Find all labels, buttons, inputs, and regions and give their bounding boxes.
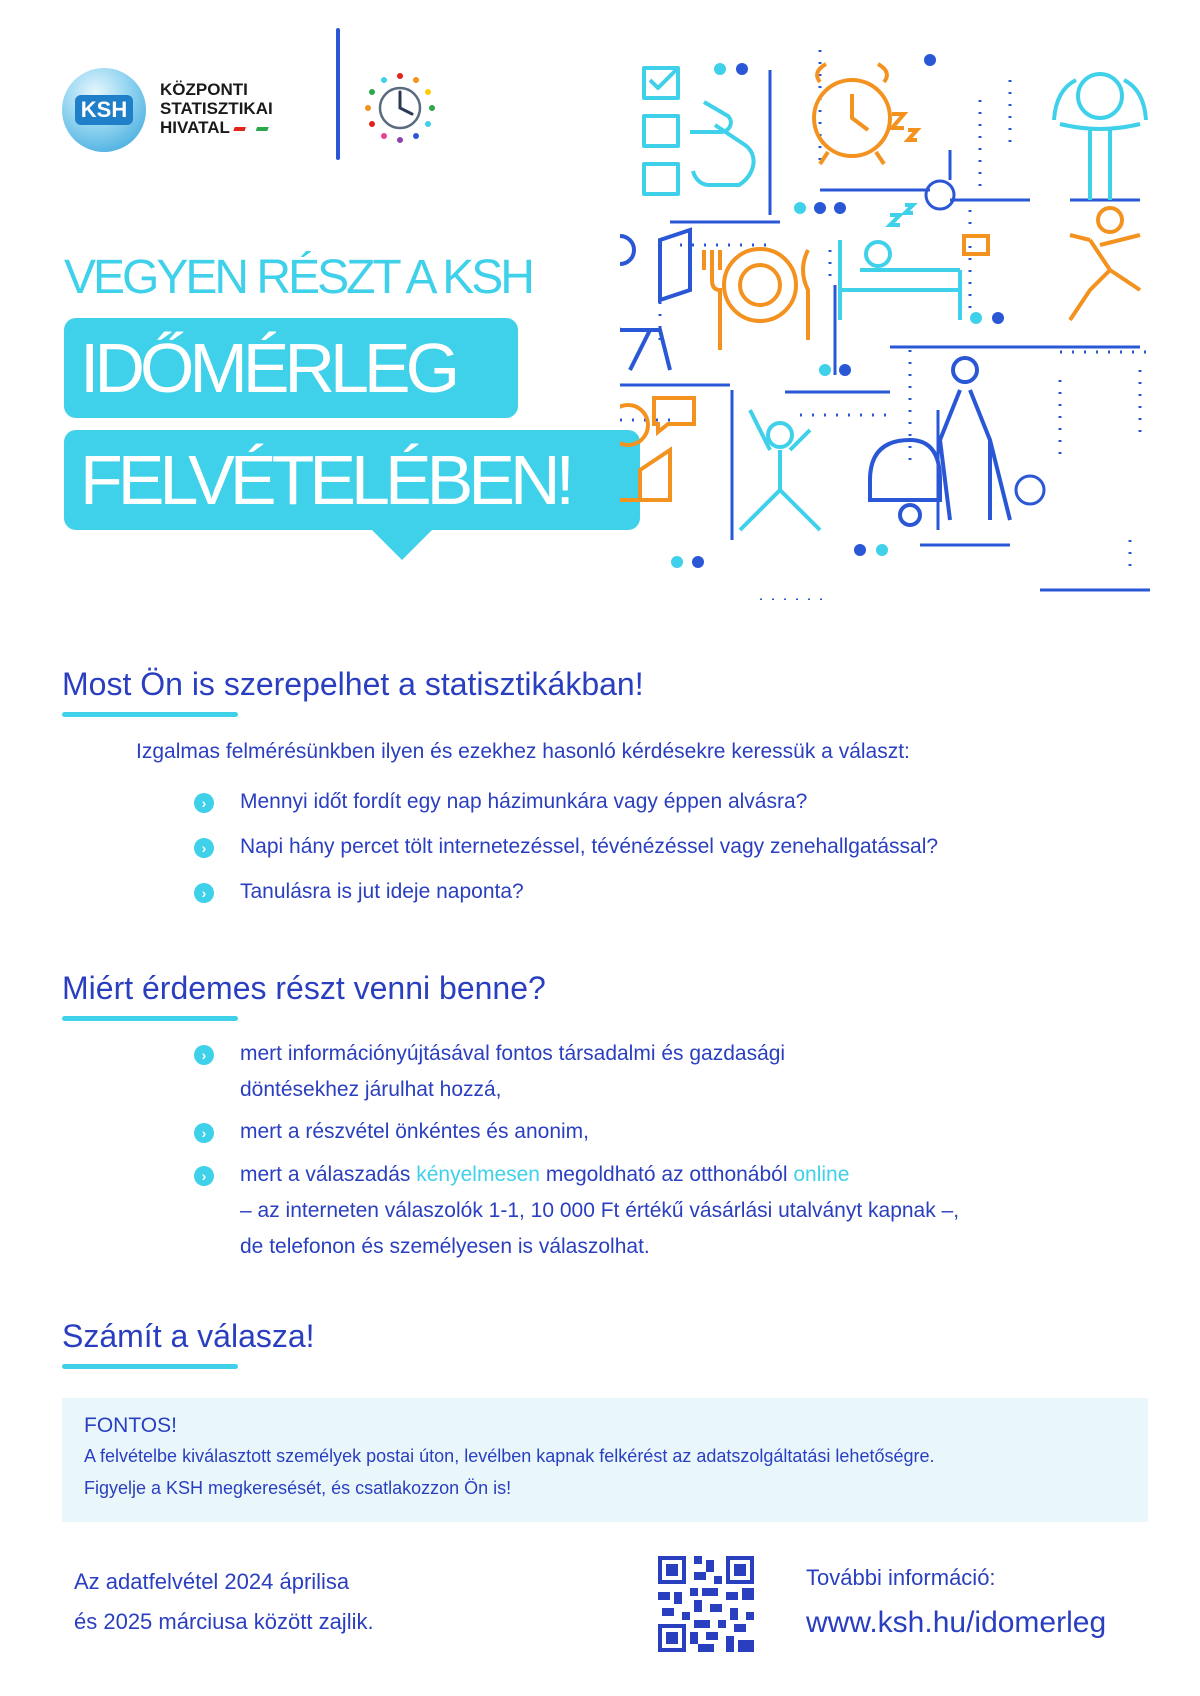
survey-period-line-2: és 2025 márciusa között zajlik. [74, 1609, 374, 1634]
more-info-url[interactable]: www.ksh.hu/idomerleg [806, 1606, 1107, 1639]
chevron-right-icon: › [194, 1166, 214, 1186]
person-laptop-chat-icon [620, 398, 694, 500]
checklist-hand-icon [644, 68, 754, 194]
section-2-item-3-line-1 [240, 1157, 849, 1193]
sleeping-person-icon [840, 205, 960, 320]
header-divider [336, 28, 340, 160]
section-1-item: Napi hány percet tölt internetezéssel, tévénézéssel vagy zenehallgatással? [240, 835, 939, 858]
item3-highlight-online: online [793, 1163, 850, 1186]
exercising-person-icon [740, 410, 820, 530]
section-2-item-1-line-1: mert információnyújtásával fontos társadalmi és gazdasági [240, 1042, 786, 1065]
logo-line-2: STATISZTIKAI [160, 99, 273, 118]
speech-bubble-tail [370, 528, 434, 560]
section-1-intro: Izgalmas felmérésünkben ilyen és ezekhez hasonló kérdésekre keressük a választ: [136, 740, 910, 763]
running-person-icon [964, 208, 1140, 320]
survey-period [74, 1562, 374, 1642]
logo-line-3-wrap [160, 118, 273, 137]
section-3-underline [62, 1364, 238, 1369]
alarm-clock-icon [814, 64, 917, 164]
section-1-item: Mennyi időt fordít egy nap házimunkára vagy éppen alvásra? [240, 790, 808, 813]
hungarian-flag-stripe [233, 127, 268, 131]
ksh-logo [62, 68, 146, 152]
headline-line-3: FELVÉTELÉBEN! [80, 441, 571, 519]
logo-line-1: KÖZPONTI [160, 80, 248, 99]
chevron-right-icon: › [194, 793, 214, 813]
chevron-right-icon: › [194, 1123, 214, 1143]
section-2-item-2: mert a részvétel önkéntes és anonim, [240, 1120, 590, 1143]
reading-person-icon [620, 230, 690, 370]
section-1-underline [62, 712, 238, 717]
item3-text-b: megoldható az otthonából [539, 1163, 794, 1186]
chevron-right-icon: › [194, 883, 214, 903]
meal-icon [704, 249, 808, 350]
section-2-item-3-line-2: – az interneten válaszolók 1-1, 10 000 Ft értékű vásárlási utalványt kapnak –, [240, 1199, 960, 1222]
section-2-item-3-line-3: de telefonon és személyesen is válaszolhat. [240, 1235, 650, 1258]
chevron-right-icon: › [194, 1045, 214, 1065]
section-2-title: Miért érdemes részt venni benne? [62, 970, 546, 1006]
chevron-right-icon: › [194, 838, 214, 858]
section-1-title: Most Ön is szerepelhet a statisztikákban! [62, 666, 644, 702]
headline-pill-1 [64, 318, 518, 418]
logo-line-3: HIVATAL [160, 118, 230, 137]
ksh-logo-badge: KSH [75, 95, 133, 125]
headline-line-1: VEGYEN RÉSZT A KSH [64, 251, 532, 304]
headline-pill-2 [64, 430, 640, 530]
notice-title: FONTOS! [84, 1414, 177, 1437]
more-info-label: További információ: [806, 1565, 996, 1590]
section-2-item-1-line-2: döntésekhez járulhat hozzá, [240, 1078, 502, 1101]
section-1-item: Tanulásra is jut ideje naponta? [240, 880, 524, 903]
section-3-title: Számít a válasza! [62, 1318, 315, 1354]
vacuum-cleaning-person-icon [870, 358, 1010, 525]
section-2-underline [62, 1016, 238, 1021]
qr-code[interactable] [658, 1556, 754, 1652]
stressed-person-icon [1054, 74, 1146, 200]
notice-line-2: Figyelje a KSH megkeresését, és csatlakozzon Ön is! [84, 1478, 512, 1498]
clock-logo-icon [362, 70, 438, 146]
survey-period-line-1: Az adatfelvétel 2024 áprilisa [74, 1569, 350, 1594]
notice-line-1: A felvételbe kiválasztott személyek postai úton, levélben kapnak felkérést az adatszolgáltatási lehetőségre. [84, 1446, 935, 1466]
item3-highlight-comfortably: kényelmesen [416, 1163, 540, 1186]
item3-text-a: mert a válaszadás [240, 1163, 417, 1186]
illustration-grid [620, 40, 1160, 600]
headline-line-2: IDŐMÉRLEG [80, 329, 456, 407]
ksh-logo-text [160, 80, 273, 137]
